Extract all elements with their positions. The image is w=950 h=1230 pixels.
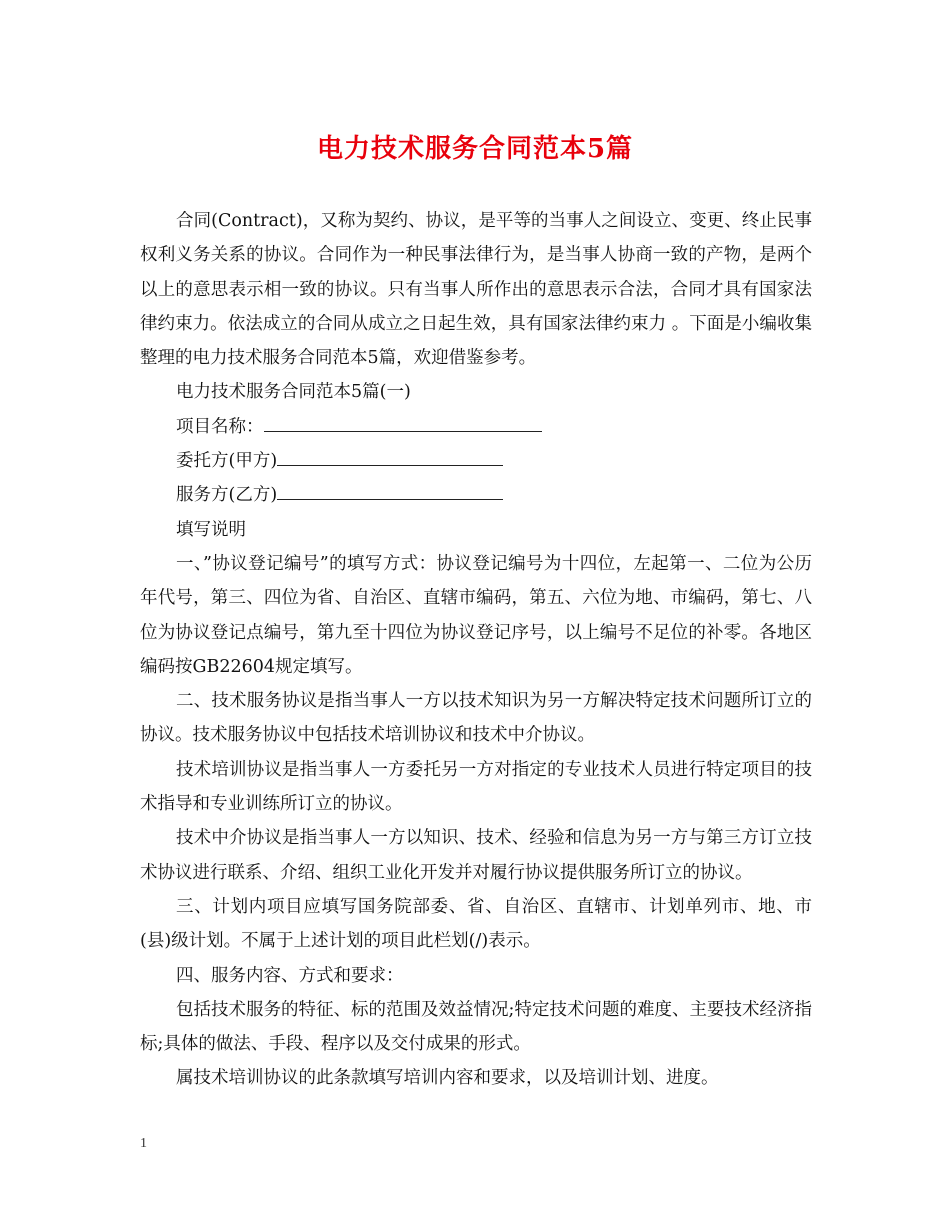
provider-label: 服务方(乙方): [176, 485, 278, 506]
document-title: 电力技术服务合同范本5篇: [316, 134, 634, 164]
paragraph-3: 技术培训协议是指当事人一方委托另一方对指定的专业技术人员进行特定项目的技术指导和专业训练所订立的协议。: [140, 759, 812, 815]
paragraph-8: 属技术培训协议的此条款填写培训内容和要求，以及培训计划、进度。: [176, 1068, 719, 1089]
fill-instructions-heading: 填写说明: [176, 519, 246, 540]
project-name-field: [140, 410, 812, 444]
page-number: 1: [140, 1136, 147, 1151]
provider-field: [140, 478, 812, 512]
paragraph-7: 包括技术服务的特征、标的范围及效益情况;特定技术问题的难度、主要技术经济指标;具体的做法、手段、程序以及交付成果的形式。: [140, 999, 812, 1055]
intro-paragraph: 合同(Contract)，又称为契约、协议，是平等的当事人之间设立、变更、终止民事权利义务关系的协议。合同作为一种民事法律行为，是当事人协商一致的产物，是两个以上的意思表示相一致的协议。只有当事人所作出的意思表示合法，合同才具有国家法律约束力。依法成立的合同从成立之日起生效，具有国家法律约束力 。下面是小编收集整理的电力技术服务合同范本5篇，欢迎借鉴参考。: [140, 211, 812, 369]
client-label: 委托方(甲方): [176, 451, 278, 472]
paragraph-1: 一、”协议登记编号”的填写方式：协议登记编号为十四位，左起第一、二位为公历年代号，第三、四位为省、自治区、直辖市编码，第五、六位为地、市编码，第七、八位为协议登记点编号，第九至十四位为协议登记序号，以上编号不足位的补零。各地区编码按GB22604规定填写。: [140, 553, 812, 677]
paragraph-6: 四、服务内容、方式和要求：: [176, 965, 404, 986]
client-blank: [277, 446, 503, 466]
project-name-blank: [264, 412, 542, 432]
project-name-label: 项目名称：: [176, 416, 264, 437]
provider-blank: [277, 480, 503, 500]
paragraph-2: 二、技术服务协议是指当事人一方以技术知识为另一方解决特定技术问题所订立的协议。技术服务协议中包括技术培训协议和技术中介协议。: [140, 691, 812, 746]
client-field: [140, 444, 812, 478]
document-body: [140, 204, 812, 1096]
paragraph-5: 三、计划内项目应填写国务院部委、省、自治区、直辖市、计划单列市、地、市(县)级计划。不属于上述计划的项目此栏划(/)表示。: [140, 896, 812, 952]
section-title: 电力技术服务合同范本5篇(一): [176, 382, 411, 403]
paragraph-4: 技术中介协议是指当事人一方以知识、技术、经验和信息为另一方与第三方订立技术协议进行联系、介绍、组织工业化开发并对履行协议提供服务所订立的协议。: [140, 828, 812, 883]
